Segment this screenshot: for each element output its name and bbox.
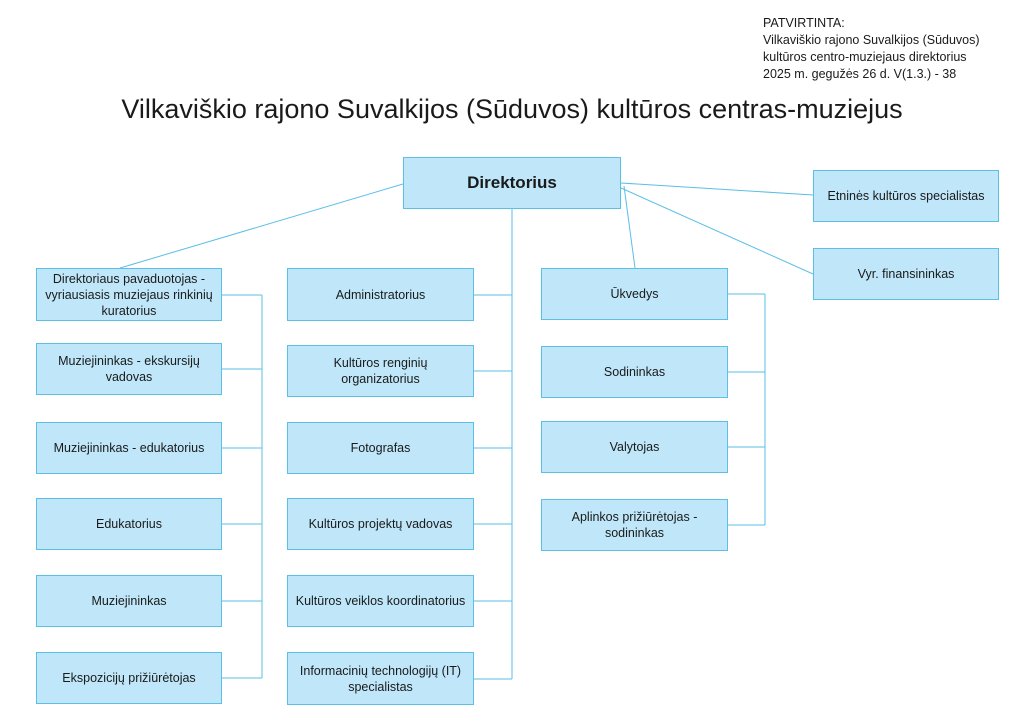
node-left-3: Edukatorius <box>36 498 222 550</box>
node-left-1: Muziejininkas - ekskursijų vadovas <box>36 343 222 395</box>
node-left-5: Ekspozicijų prižiūrėtojas <box>36 652 222 704</box>
node-right-1: Sodininkas <box>541 346 728 398</box>
connector-director-ukvedys <box>624 186 635 268</box>
node-middle-4: Kultūros veiklos koordinatorius <box>287 575 474 627</box>
node-chief-accountant: Vyr. finansininkas <box>813 248 999 300</box>
node-left-0: Direktoriaus pavaduotojas - vyriausiasis muziejaus rinkinių kuratorius <box>36 268 222 321</box>
connector-director-ethnic <box>621 183 813 195</box>
node-right-2: Valytojas <box>541 421 728 473</box>
node-ethnic-culture-specialist: Etninės kultūros specialistas <box>813 170 999 222</box>
node-left-2: Muziejininkas - edukatorius <box>36 422 222 474</box>
node-middle-1: Kultūros renginių organizatorius <box>287 345 474 397</box>
node-middle-3: Kultūros projektų vadovas <box>287 498 474 550</box>
node-middle-0: Administratorius <box>287 268 474 321</box>
node-middle-5: Informacinių technologijų (IT) specialistas <box>287 652 474 705</box>
connector-director-finance <box>621 188 813 274</box>
approval-line: kultūros centro-muziejaus direktorius <box>763 50 967 64</box>
node-right-3: Aplinkos prižiūrėtojas - sodininkas <box>541 499 728 551</box>
approval-line: Vilkaviškio rajono Suvalkijos (Sūduvos) <box>763 33 980 47</box>
approval-line: 2025 m. gegužės 26 d. V(1.3.) - 38 <box>763 67 957 81</box>
approval-line: PATVIRTINTA: <box>763 16 845 30</box>
connector-director-deputy <box>120 184 403 268</box>
page-title: Vilkaviškio rajono Suvalkijos (Sūduvos) kultūros centras-muziejus <box>121 94 903 124</box>
node-middle-2: Fotografas <box>287 422 474 474</box>
node-director: Direktorius <box>403 157 621 209</box>
node-left-4: Muziejininkas <box>36 575 222 627</box>
node-right-0: Ūkvedys <box>541 268 728 320</box>
